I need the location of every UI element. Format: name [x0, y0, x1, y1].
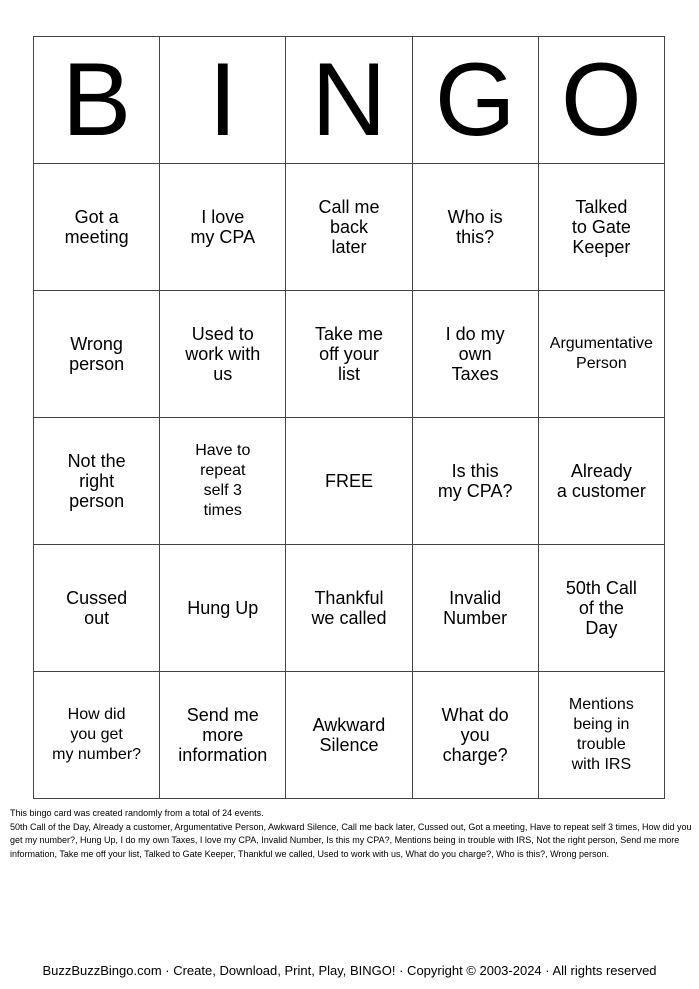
cell-text: Call me back later [318, 197, 380, 257]
bingo-cell [34, 672, 160, 799]
bingo-card [33, 36, 665, 799]
cell-text: Hung Up [187, 598, 259, 618]
bingo-cell [538, 672, 664, 799]
bingo-row-2 [34, 291, 665, 418]
cell-text: Used to work with us [185, 324, 261, 384]
cell-text: Already a customer [556, 461, 646, 501]
header-letter-i: I [160, 37, 286, 164]
cell-text: Send me more information [178, 705, 268, 765]
bingo-cell [34, 418, 160, 545]
cell-text: Take me off your list [314, 324, 383, 384]
bingo-header-row [34, 37, 665, 164]
bingo-cell [160, 164, 286, 291]
cell-text: Mentions being in trouble with IRS [568, 696, 634, 773]
cell-text: Who is this? [447, 207, 503, 247]
bingo-row-3 [34, 418, 665, 545]
cell-text: Got a meeting [64, 207, 129, 247]
cell-text: Is this my CPA? [437, 461, 513, 501]
bingo-cell [286, 545, 412, 672]
header-letter-g: G [412, 37, 538, 164]
bingo-cell [412, 545, 538, 672]
cell-text: Awkward Silence [312, 715, 386, 755]
free-space-cell [286, 418, 412, 545]
bingo-row-1 [34, 164, 665, 291]
bingo-cell [34, 164, 160, 291]
bingo-cell [34, 545, 160, 672]
bingo-cell [538, 291, 664, 418]
site-footer: BuzzBuzzBingo.com · Create, Download, Print, Play, BINGO! · Copyright © 2003-2024 · All rights reserved [42, 963, 657, 978]
bingo-cell [538, 545, 664, 672]
bingo-cell [160, 672, 286, 799]
card-note [10, 807, 695, 861]
cell-text: Have to repeat self 3 times [195, 442, 251, 519]
cell-text: Invalid Number [443, 588, 508, 628]
bingo-cell [286, 672, 412, 799]
bingo-cell [538, 164, 664, 291]
header-letter-n: N [286, 37, 412, 164]
cell-text: 50th Call of the Day [565, 578, 637, 638]
bingo-cell [412, 418, 538, 545]
bingo-cell [412, 164, 538, 291]
cell-text: How did you get my number? [52, 706, 142, 763]
cell-text: Not the right person [67, 451, 126, 511]
bingo-cell [286, 291, 412, 418]
header-letter-o: O [538, 37, 664, 164]
header-letter-b: B [34, 37, 160, 164]
bingo-cell [34, 291, 160, 418]
cell-text: What do you charge? [441, 705, 509, 765]
bingo-cell [160, 418, 286, 545]
cell-text: Talked to Gate Keeper [571, 197, 631, 257]
bingo-cell [412, 291, 538, 418]
cell-text: Cussed out [66, 588, 128, 628]
bingo-cell [412, 672, 538, 799]
cell-text: Thankful we called [311, 588, 387, 628]
bingo-row-5 [34, 672, 665, 799]
free-space-label: FREE [324, 471, 373, 491]
bingo-cell [538, 418, 664, 545]
cell-text: I love my CPA [190, 207, 256, 247]
bingo-cell [160, 291, 286, 418]
note-event-list: 50th Call of the Day, Already a customer, Argumentative Person, Awkward Silence, Call me back later, Cussed out, Got a meeting, Have to repeat self 3 times, How did you get my number?, Hung Up, I do my own Taxes, I love my CPA, Invalid Number, Is this my CPA?, Mentions being in trouble with IRS, Not the right person, Send me more information, Take me off your list, Talked to Gate Keeper, Thankful we called, Used to work with us, What do you charge?, Who is this?, Wrong person. [10, 821, 692, 859]
bingo-cell [286, 164, 412, 291]
cell-text: I do my own Taxes [445, 324, 505, 384]
cell-text: Wrong person [69, 334, 125, 374]
cell-text: Argumentative Person [549, 335, 653, 372]
bingo-row-4 [34, 545, 665, 672]
note-summary: This bingo card was created randomly from a total of 24 events. [10, 808, 264, 818]
bingo-cell [160, 545, 286, 672]
